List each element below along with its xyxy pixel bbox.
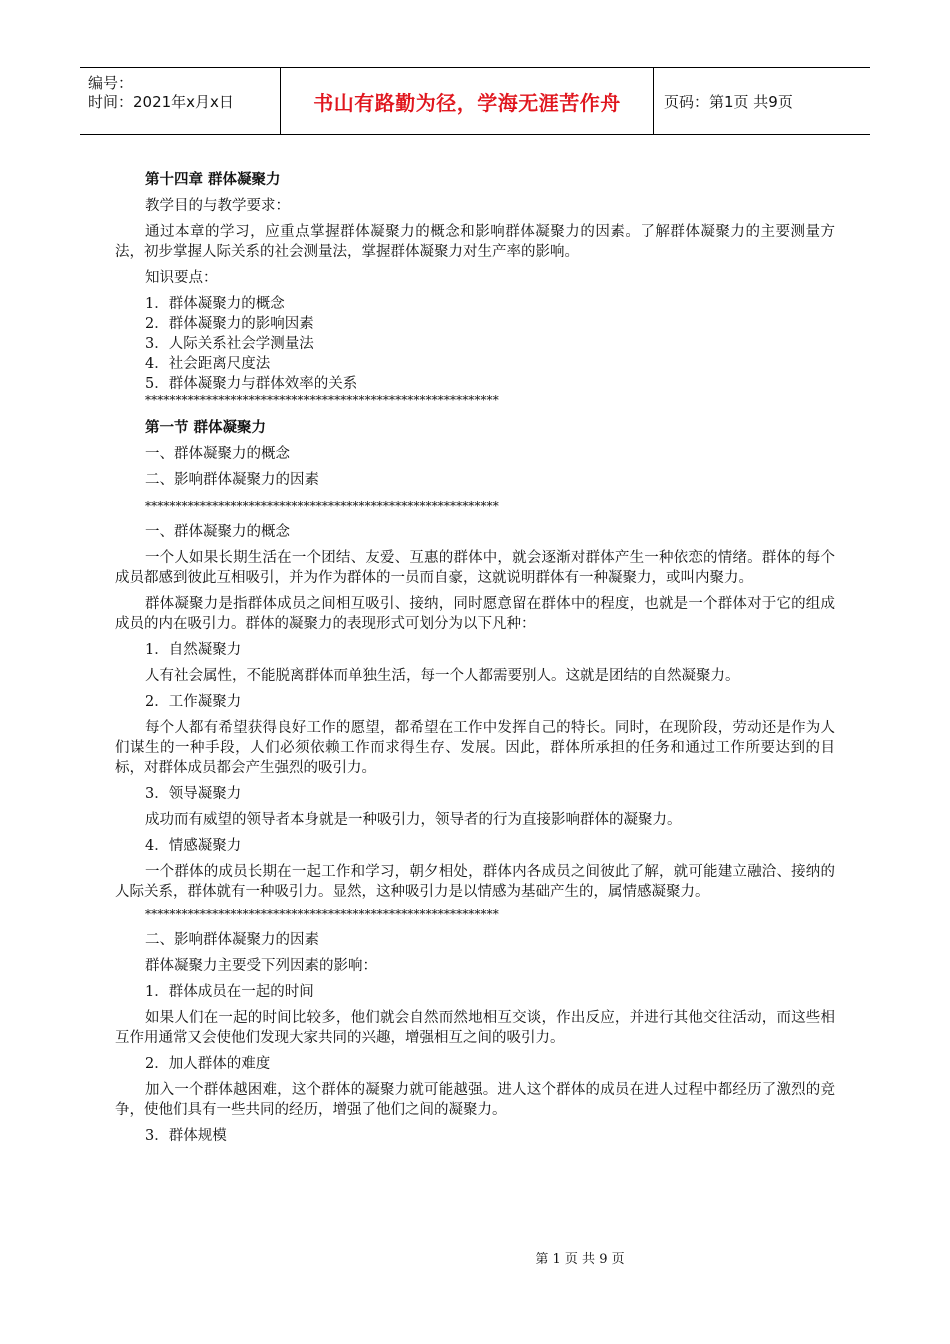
list-item: 2．群体凝聚力的影响因素 — [145, 316, 314, 332]
item-heading: 1．自然凝聚力 — [145, 642, 242, 658]
star-divider: ********************************************************** — [145, 907, 499, 921]
key-points-label: 知识要点： — [145, 270, 218, 286]
header-table — [80, 67, 870, 135]
item-heading: 3．群体规模 — [145, 1128, 227, 1144]
doc-time-label: 时间：2021年x月x日 — [88, 93, 234, 111]
list-item: 4．社会距离尺度法 — [145, 356, 271, 372]
item-heading: 4．情感凝聚力 — [145, 838, 242, 854]
document-body — [115, 168, 835, 1146]
toc-item: 二、影响群体凝聚力的因素 — [145, 472, 319, 488]
item-heading: 2．加人群体的难度 — [145, 1056, 271, 1072]
star-divider: ********************************************************** — [145, 499, 499, 513]
header-info-cell — [80, 68, 281, 134]
paragraph: 一个人如果长期生活在一个团结、友爱、互惠的群体中，就会逐渐对群体产生一种依恋的情绪。群体的每个成员都感到彼此互相吸引，并为作为群体的一员而自豪，这就说明群体有一种凝聚力，或叫内聚力。 — [115, 550, 835, 586]
paragraph: 成功而有威望的领导者本身就是一种吸引力，领导者的行为直接影响群体的凝聚力。 — [145, 812, 682, 828]
objectives-label: 教学目的与教学要求： — [145, 198, 290, 214]
paragraph: 群体凝聚力是指群体成员之间相互吸引、接纳，同时愿意留在群体中的程度，也就是一个群体对于它的组成成员的内在吸引力。群体的凝聚力的表现形式可划分为以下凡种： — [115, 596, 835, 632]
paragraph: 人有社会属性，不能脱离群体而单独生活，每一个人都需要别人。这就是团结的自然凝聚力。 — [145, 668, 740, 684]
list-item: 1．群体凝聚力的概念 — [145, 296, 285, 312]
item-heading: 1．群体成员在一起的时间 — [145, 984, 314, 1000]
subsection-title: 二、影响群体凝聚力的因素 — [145, 932, 319, 948]
paragraph: 如果人们在一起的时间比较多，他们就会自然而然地相互交谈，作出反应，并进行其他交往活动，而这些相互作用通常又会使他们发现大家共同的兴趣，增强相互之间的吸引力。 — [115, 1010, 835, 1046]
section-title: 第一节 群体凝聚力 — [145, 419, 267, 436]
page-footer: 第 1 页 共 9 页 — [535, 1252, 625, 1267]
list-item: 5．群体凝聚力与群体效率的关系 — [145, 376, 358, 392]
key-points-list — [115, 294, 835, 394]
paragraph: 群体凝聚力主要受下列因素的影响： — [145, 958, 377, 974]
paragraph: 每个人都有希望获得良好工作的愿望，都希望在工作中发挥自己的特长。同时，在现阶段，劳动还是作为人们谋生的一种手段，人们必须依赖工作而求得生存、发展。因此，群体所承担的任务和通过工作所要达到的目标，对群体成员都会产生强烈的吸引力。 — [115, 720, 835, 776]
subsection-title: 一、群体凝聚力的概念 — [145, 524, 290, 540]
objectives-paragraph: 通过本章的学习，应重点掌握群体凝聚力的概念和影响群体凝聚力的因素。了解群体凝聚力的主要测量方法，初步掌握人际关系的社会测量法，掌握群体凝聚力对生产率的影响。 — [115, 224, 835, 260]
paragraph: 加入一个群体越困难，这个群体的凝聚力就可能越强。进人这个群体的成员在进人过程中都经历了激烈的竞争，使他们具有一些共同的经历，增强了他们之间的凝聚力。 — [115, 1082, 835, 1118]
paragraph: 一个群体的成员长期在一起工作和学习，朝夕相处，群体内各成员之间彼此了解，就可能建立融洽、接纳的人际关系，群体就有一种吸引力。显然，这种吸引力是以情感为基础产生的，属情感凝聚力。 — [115, 864, 835, 900]
header-motto: 书山有路勤为径，学海无涯苦作舟 — [281, 68, 654, 134]
item-heading: 2．工作凝聚力 — [145, 694, 242, 710]
list-item: 3．人际关系社会学测量法 — [145, 336, 314, 352]
item-heading: 3．领导凝聚力 — [145, 786, 242, 802]
chapter-title: 第十四章 群体凝聚力 — [145, 171, 281, 188]
star-divider: ********************************************************** — [145, 393, 499, 407]
header-page-code: 页码：第1页 共9页 — [664, 92, 793, 111]
doc-number-label: 编号： — [88, 74, 134, 92]
toc-item: 一、群体凝聚力的概念 — [145, 446, 290, 462]
